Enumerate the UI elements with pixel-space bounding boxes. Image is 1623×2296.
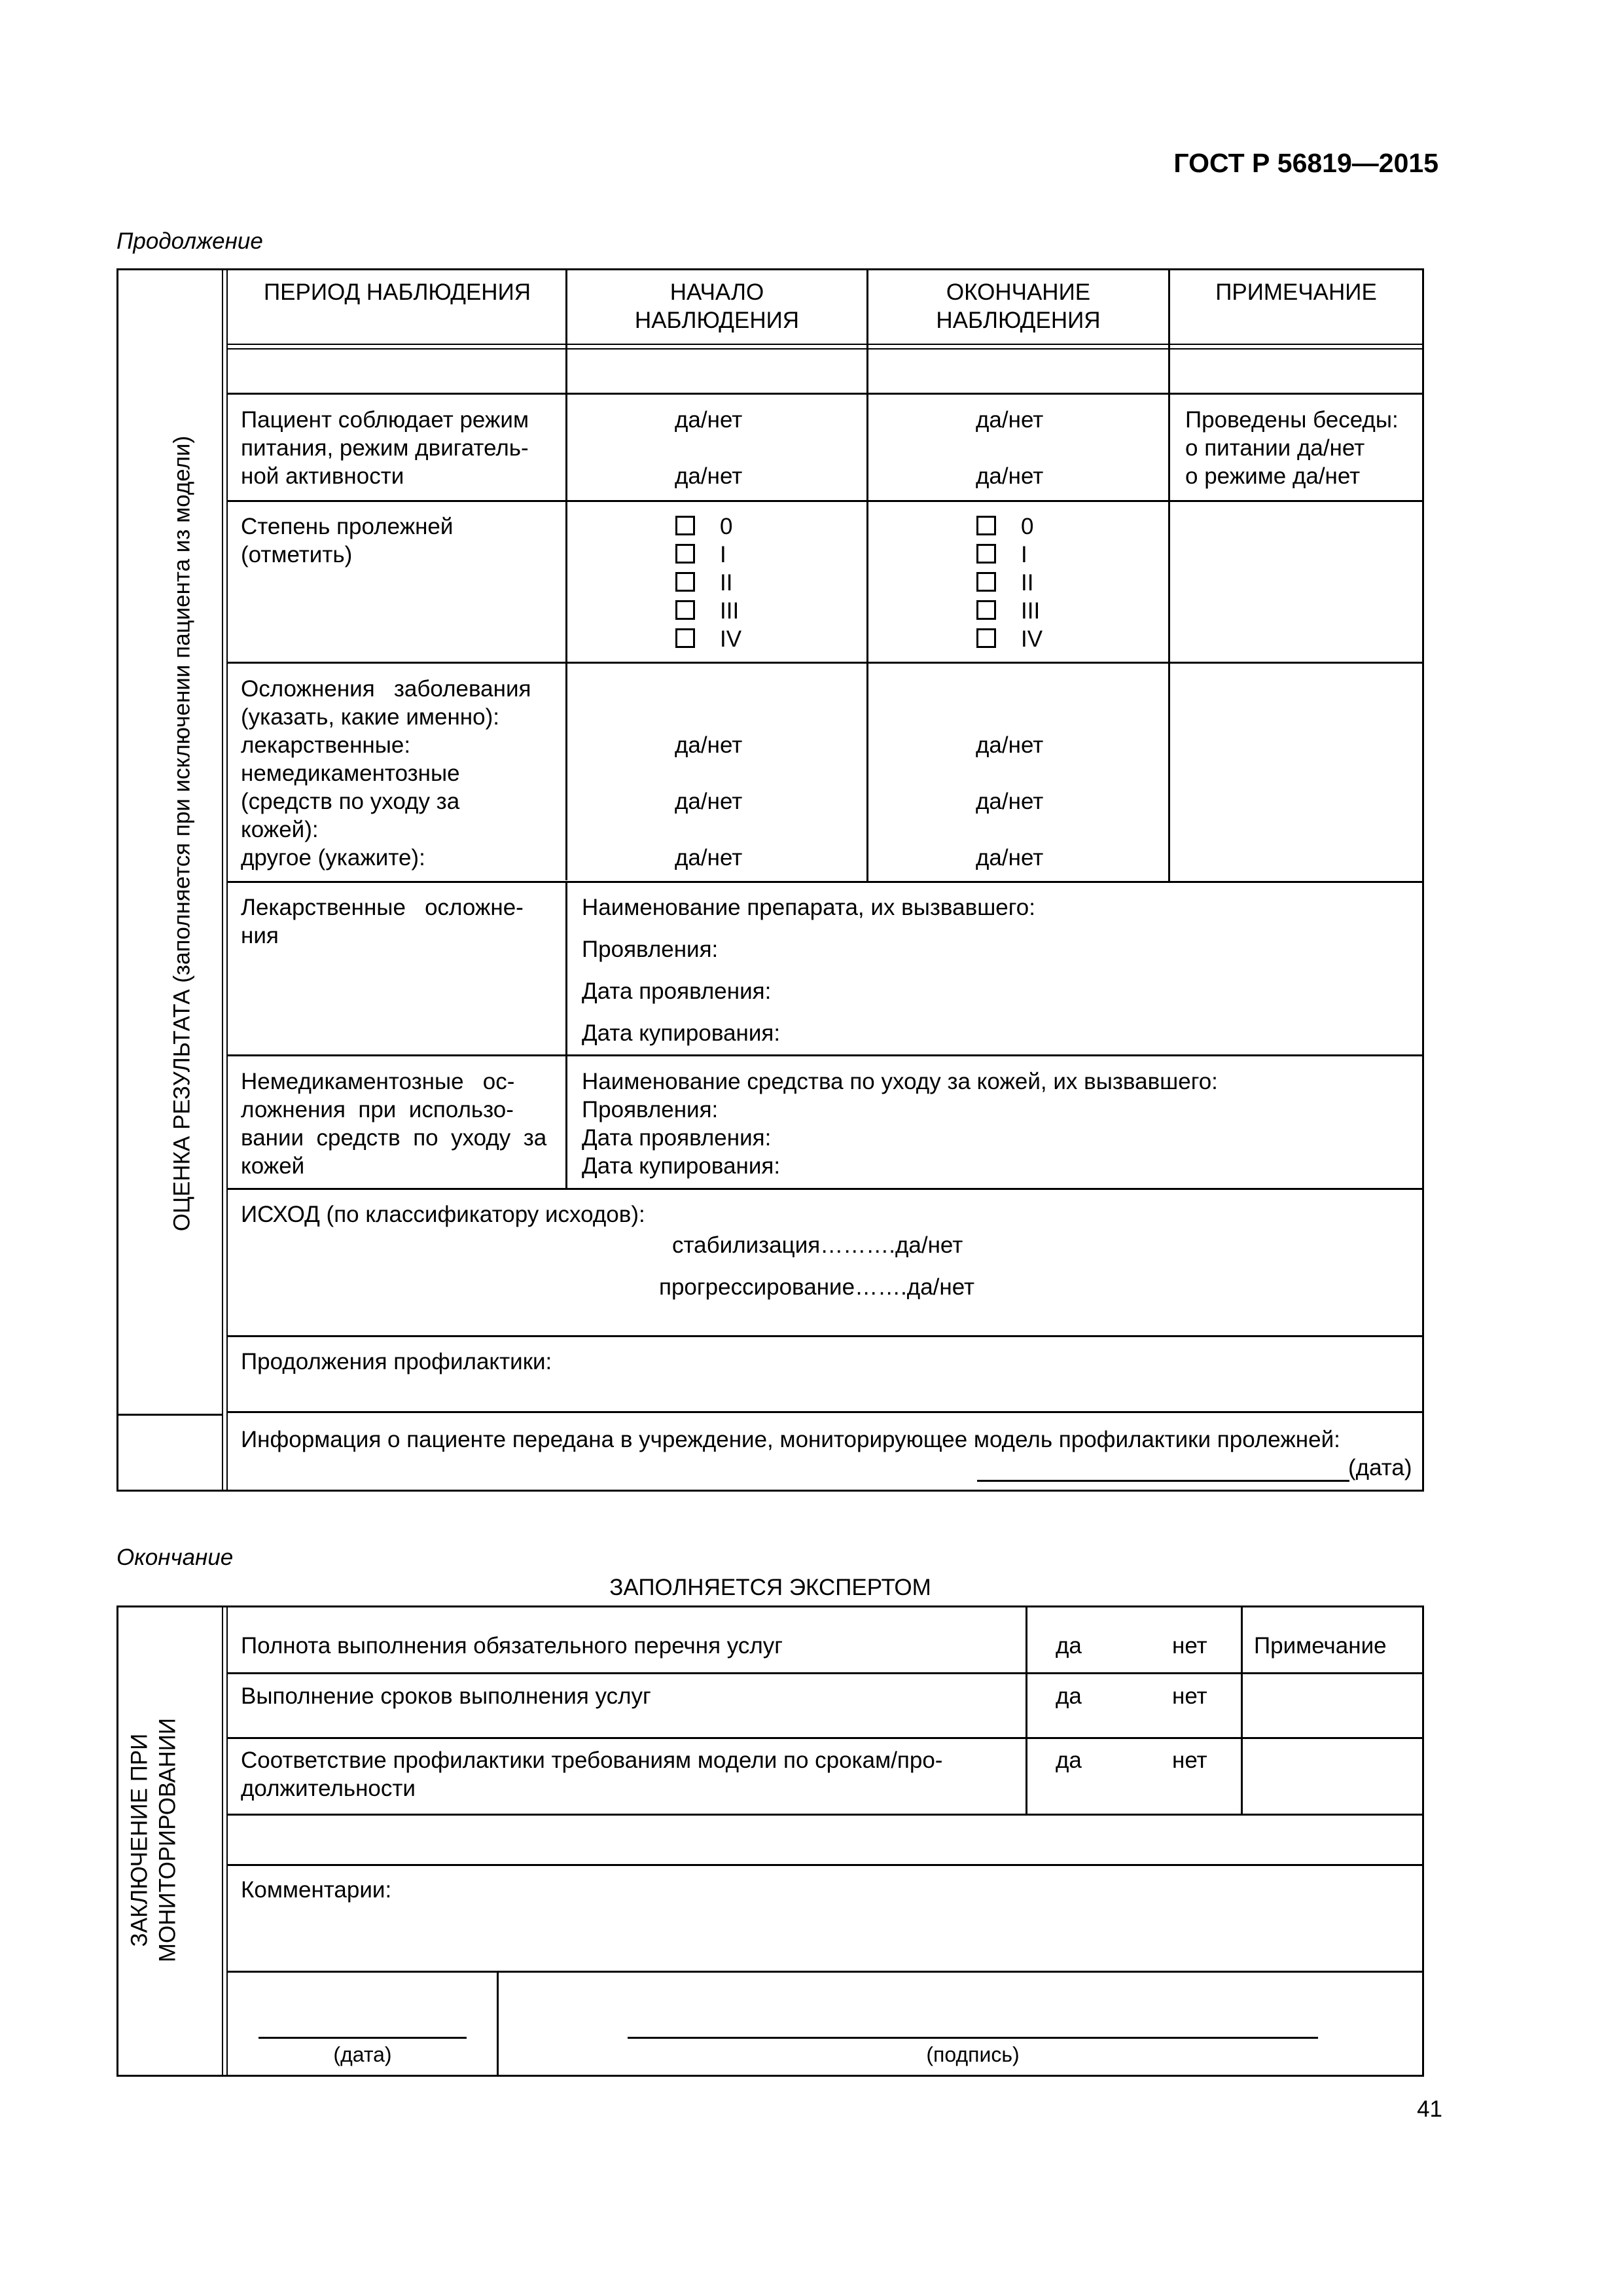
checkbox-icon[interactable]	[976, 516, 996, 535]
complications-line5: (средств по уходу за	[241, 789, 460, 814]
info-date-underline[interactable]	[977, 1480, 1349, 1482]
continuation-label: Продолжение	[116, 228, 263, 254]
drug-right-line4: Дата купирования:	[582, 1020, 781, 1046]
header-note: ПРИМЕЧАНИЕ	[1215, 279, 1377, 305]
checkbox-icon[interactable]	[675, 516, 695, 535]
nondrug-right-line2: Проявления:	[582, 1097, 719, 1122]
bedsore-end-grade-1[interactable]: I	[976, 541, 1043, 569]
drug-right-line3: Дата проявления:	[582, 978, 772, 1004]
result-assessment-side-label: ОЦЕНКА РЕЗУЛЬТАТА (заполняется при исключении пациента из модели)	[169, 435, 195, 1232]
regime-start-yn-1: да/нет	[675, 407, 743, 433]
checkbox-icon[interactable]	[976, 600, 996, 620]
complications-line2: (указать, какие именно):	[241, 704, 499, 730]
compliance-row-text-line1: Соответствие профилактики требованиям модели по срокам/про-	[241, 1748, 943, 1773]
nondrug-right-line3: Дата проявления:	[582, 1125, 772, 1151]
complications-line4: немедикаментозные	[241, 761, 460, 786]
header-period: ПЕРИОД НАБЛЮДЕНИЯ	[263, 279, 531, 305]
regime-end-yn-2: да/нет	[976, 463, 1044, 489]
complications-end-yn-1: да/нет	[976, 732, 1044, 758]
bedsore-start-checkboxes	[675, 512, 741, 653]
complications-end-yn-3: да/нет	[976, 845, 1044, 870]
timing-row-text: Выполнение сроков выполнения услуг	[241, 1683, 651, 1709]
checkbox-icon[interactable]	[976, 572, 996, 592]
checkbox-icon[interactable]	[675, 544, 695, 564]
bedsore-start-grade-0[interactable]: 0	[675, 512, 741, 541]
compliance-row-text-line2: должительности	[241, 1776, 416, 1801]
complications-line7: другое (укажите):	[241, 845, 425, 870]
date-underline[interactable]	[259, 2037, 467, 2039]
regime-note-line3: о режиме да/нет	[1185, 463, 1361, 489]
header-end-line1: ОКОНЧАНИЕ	[946, 279, 1091, 305]
complications-end-yn-2: да/нет	[976, 789, 1044, 814]
signature-underline[interactable]	[628, 2037, 1318, 2039]
conclusion-side-label-line2: МОНИТОРИРОВАНИИ	[154, 1717, 181, 1963]
nondrug-right-line4: Дата купирования:	[582, 1153, 781, 1179]
outcome-title: ИСХОД (по классификатору исходов):	[241, 1202, 645, 1227]
drug-label-line1: Лекарственные осложне-	[241, 895, 524, 920]
checkbox-icon[interactable]	[675, 600, 695, 620]
comments-label: Комментарии:	[241, 1877, 392, 1903]
bedsore-label-line1: Степень пролежней	[241, 514, 454, 539]
nondrug-label-line3: вании средств по уходу за	[241, 1125, 547, 1151]
regime-label-line3: ной активности	[241, 463, 404, 489]
note-column-header: Примечание	[1254, 1633, 1387, 1659]
complications-start-yn-3: да/нет	[675, 845, 743, 870]
info-transfer-text: Информация о пациенте передана в учреждение, мониторирующее модель профилактики пролежней:	[241, 1427, 1340, 1452]
conclusion-side-label-line1: ЗАКЛЮЧЕНИЕ ПРИ	[126, 1733, 152, 1947]
info-date-label: (дата)	[1348, 1455, 1412, 1480]
signature-caption: (подпись)	[926, 2043, 1020, 2066]
complications-line6: кожей):	[241, 817, 319, 842]
bedsore-label-line2: (отметить)	[241, 542, 353, 567]
checkbox-icon[interactable]	[675, 572, 695, 592]
completeness-no: нет	[1172, 1633, 1207, 1659]
date-caption: (дата)	[333, 2043, 392, 2066]
drug-label-line2: ния	[241, 923, 279, 948]
nondrug-right-line1: Наименование средства по уходу за кожей, их вызвавшего:	[582, 1069, 1218, 1094]
bedsore-start-grade-4[interactable]: IV	[675, 625, 741, 653]
expert-section-title: ЗАПОЛНЯЕТСЯ ЭКСПЕРТОМ	[609, 1575, 931, 1600]
complications-line1: Осложнения заболевания	[241, 676, 531, 702]
drug-right-line2: Проявления:	[582, 937, 719, 962]
checkbox-icon[interactable]	[976, 628, 996, 648]
bedsore-end-grade-0[interactable]: 0	[976, 512, 1043, 541]
outcome-stabilization: стабилизация……….да/нет	[672, 1232, 963, 1258]
nondrug-label-line2: ложнения при использо-	[241, 1097, 514, 1122]
prophylaxis-continuation: Продолжения профилактики:	[241, 1349, 552, 1374]
ending-label: Окончание	[116, 1545, 234, 1570]
outcome-progression: прогрессирование…….да/нет	[659, 1274, 975, 1300]
regime-label-line1: Пациент соблюдает режим	[241, 407, 529, 433]
document-code: ГОСТ Р 56819—2015	[1173, 148, 1438, 178]
compliance-no: нет	[1172, 1748, 1207, 1773]
complications-start-yn-2: да/нет	[675, 789, 743, 814]
bedsore-end-grade-3[interactable]: III	[976, 597, 1043, 625]
regime-label-line2: питания, режим двигатель-	[241, 435, 529, 461]
bedsore-start-grade-3[interactable]: III	[675, 597, 741, 625]
timing-yes: да	[1056, 1683, 1082, 1709]
timing-no: нет	[1172, 1683, 1207, 1709]
complications-line3: лекарственные:	[241, 732, 411, 758]
header-end-line2: НАБЛЮДЕНИЯ	[936, 308, 1101, 333]
checkbox-icon[interactable]	[976, 544, 996, 564]
compliance-yes: да	[1056, 1748, 1082, 1773]
header-start-line1: НАЧАЛО	[669, 279, 764, 305]
checkbox-icon[interactable]	[675, 628, 695, 648]
bedsore-end-grade-4[interactable]: IV	[976, 625, 1043, 653]
drug-right-line1: Наименование препарата, их вызвавшего:	[582, 895, 1035, 920]
regime-start-yn-2: да/нет	[675, 463, 743, 489]
completeness-row-text: Полнота выполнения обязательного перечня услуг	[241, 1633, 783, 1659]
regime-note-line2: о питании да/нет	[1185, 435, 1365, 461]
bedsore-start-grade-2[interactable]: II	[675, 569, 741, 597]
nondrug-label-line4: кожей	[241, 1153, 305, 1179]
bedsore-end-checkboxes	[976, 512, 1043, 653]
completeness-yes: да	[1056, 1633, 1082, 1659]
nondrug-label-line1: Немедикаментозные ос-	[241, 1069, 515, 1094]
complications-start-yn-1: да/нет	[675, 732, 743, 758]
regime-end-yn-1: да/нет	[976, 407, 1044, 433]
page-number: 41	[1417, 2096, 1442, 2122]
bedsore-start-grade-1[interactable]: I	[675, 541, 741, 569]
regime-note-line1: Проведены беседы:	[1185, 407, 1399, 433]
header-start-line2: НАБЛЮДЕНИЯ	[634, 308, 800, 333]
bedsore-end-grade-2[interactable]: II	[976, 569, 1043, 597]
